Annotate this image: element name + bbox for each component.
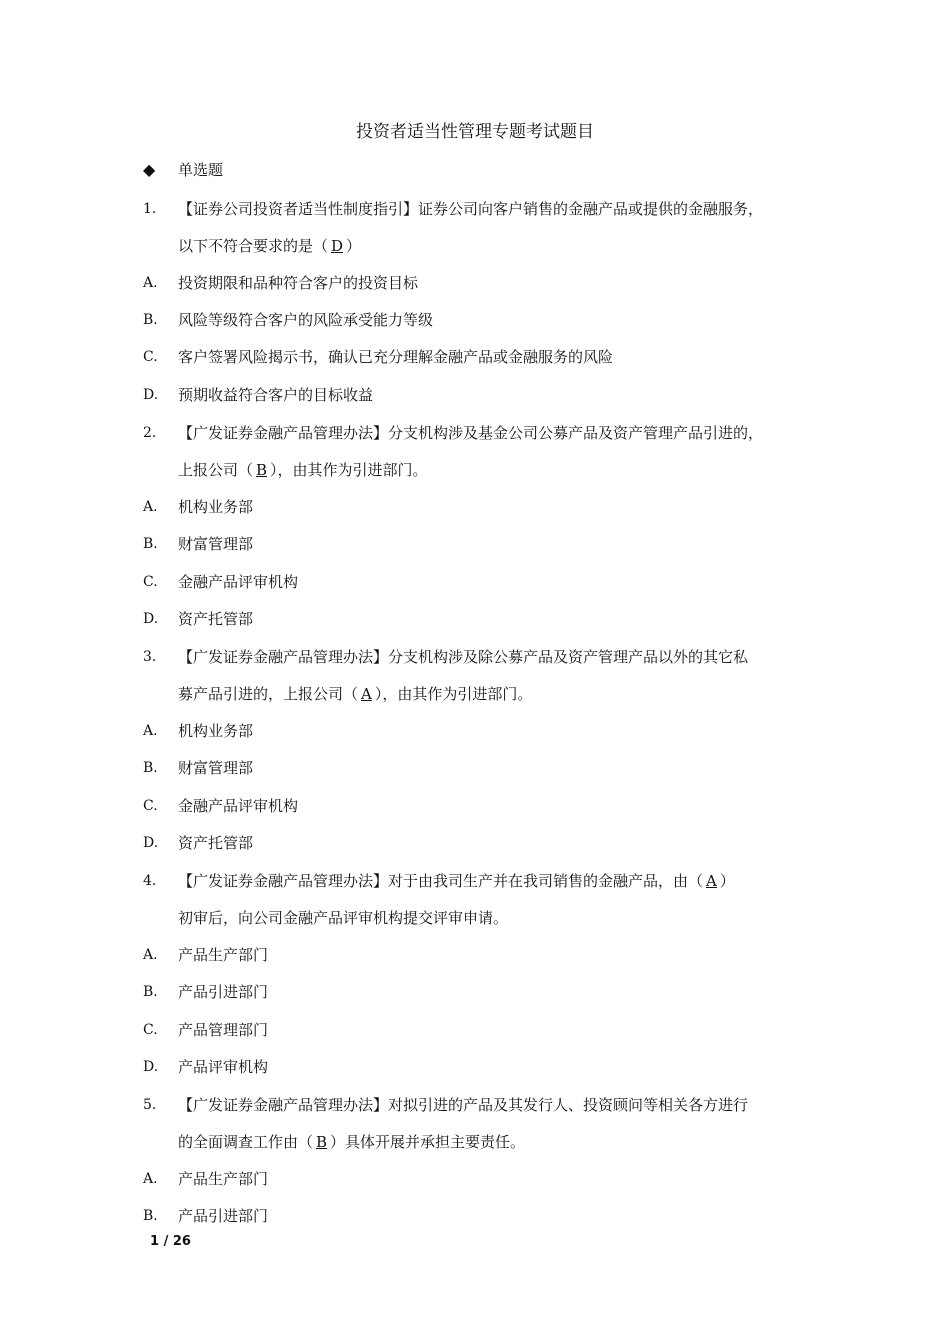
option-letter: C. (143, 574, 158, 590)
option-text: 客户签署风险揭示书，确认已充分理解金融产品或金融服务的风险 (178, 348, 614, 366)
question-text: 【广发证券金融产品管理办法】分支机构涉及基金公司公募产品及资产管理产品引进的， (178, 424, 764, 442)
question-text: 【广发证券金融产品管理办法】分支机构涉及除公募产品及资产管理产品以外的其它私 (178, 648, 749, 666)
option-letter: B. (143, 1208, 158, 1224)
section-heading: 单选题 (178, 161, 224, 179)
option-letter: A. (143, 499, 158, 515)
option-letter: B. (143, 760, 158, 776)
question-text: 【证券公司投资者适当性制度指引】证券公司向客户销售的金融产品或提供的金融服务， (178, 200, 764, 218)
option-letter: C. (143, 1022, 158, 1038)
option-text: 金融产品评审机构 (178, 573, 299, 591)
answer-blank: A (706, 872, 717, 890)
question-text: 【广发证券金融产品管理办法】对于由我司生产并在我司销售的金融产品，由（ A ） (178, 872, 735, 890)
question-number: 5. (143, 1097, 157, 1113)
option-letter: B. (143, 312, 158, 328)
option-text: 机构业务部 (178, 498, 254, 516)
option-letter: C. (143, 798, 158, 814)
option-text: 产品生产部门 (178, 946, 269, 964)
page-number: 1 / 26 (150, 1234, 191, 1249)
question-text: 【广发证券金融产品管理办法】对拟引进的产品及其发行人、投资顾问等相关各方进行 (178, 1096, 749, 1114)
option-text: 产品生产部门 (178, 1170, 269, 1188)
question-number: 4. (143, 873, 157, 889)
option-letter: D. (143, 611, 159, 627)
question-number: 2. (143, 425, 157, 441)
option-text: 机构业务部 (178, 722, 254, 740)
question-text-cont: 初审后，向公司金融产品评审机构提交评审申请。 (178, 909, 509, 927)
answer-blank: A (361, 685, 372, 703)
answer-blank: B (256, 461, 268, 479)
diamond-bullet-icon: ◆ (143, 160, 156, 179)
question-text-cont: 的全面调查工作由（ B ）具体开展并承担主要责任。 (178, 1133, 526, 1151)
option-text: 财富管理部 (178, 759, 254, 777)
option-letter: B. (143, 984, 158, 1000)
option-letter: A. (143, 275, 158, 291)
answer-blank: D (331, 237, 344, 255)
option-text: 投资期限和品种符合客户的投资目标 (178, 274, 419, 292)
option-letter: D. (143, 1059, 159, 1075)
question-number: 3. (143, 649, 157, 665)
document-title: 投资者适当性管理专题考试题目 (356, 122, 594, 142)
option-text: 产品评审机构 (178, 1058, 269, 1076)
option-letter: D. (143, 387, 159, 403)
option-letter: A. (143, 1171, 158, 1187)
option-text: 产品引进部门 (178, 1207, 269, 1225)
option-letter: A. (143, 947, 158, 963)
option-letter: B. (143, 536, 158, 552)
option-text: 预期收益符合客户的目标收益 (178, 386, 374, 404)
question-text-cont: 以下不符合要求的是（ D ） (178, 237, 362, 255)
option-text: 产品管理部门 (178, 1021, 269, 1039)
option-text: 财富管理部 (178, 535, 254, 553)
option-text: 产品引进部门 (178, 983, 269, 1001)
question-text-cont: 募产品引进的，上报公司（ A ），由其作为引进部门。 (178, 685, 533, 703)
option-letter: A. (143, 723, 158, 739)
question-text-cont: 上报公司（ B ），由其作为引进部门。 (178, 461, 428, 479)
option-text: 风险等级符合客户的风险承受能力等级 (178, 311, 434, 329)
option-letter: C. (143, 349, 158, 365)
option-text: 资产托管部 (178, 610, 254, 628)
option-letter: D. (143, 835, 159, 851)
answer-blank: B (316, 1133, 328, 1151)
question-number: 1. (143, 201, 157, 217)
option-text: 资产托管部 (178, 834, 254, 852)
option-text: 金融产品评审机构 (178, 797, 299, 815)
